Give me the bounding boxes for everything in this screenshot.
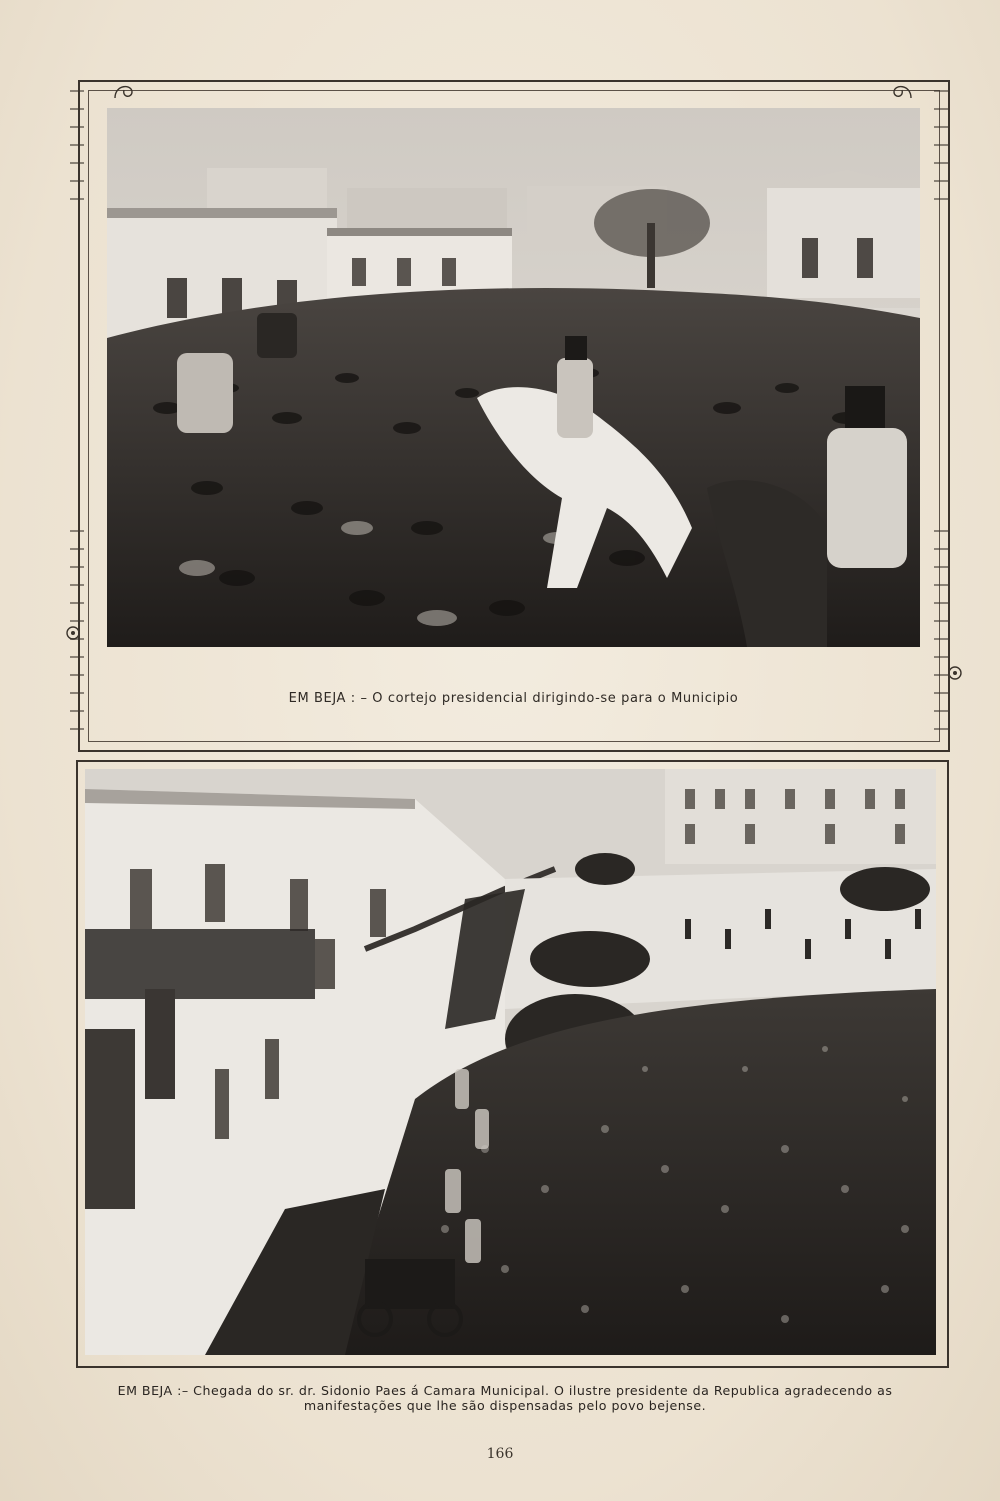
caption-line: EM BEJA :– Chegada do sr. dr. Sidonio Paes á Camara Municipal. O ilustre presidente da Republica agradecendo as: [117, 1383, 893, 1398]
vine-ornament-right-top: [934, 90, 948, 210]
plate-caption: EM BEJA : – O cortejo presidencial dirigindo-se para o Municipio: [288, 691, 739, 706]
plate-caption-bottom: [60, 1383, 950, 1413]
flower-ornament-icon: [942, 660, 968, 686]
photo-arrival-town-hall: [85, 769, 936, 1355]
vine-ornament-left-top: [70, 90, 84, 210]
flower-ornament-icon: [60, 620, 86, 646]
scroll-ornament-icon: [112, 78, 138, 104]
vine-ornament-right-bottom: [934, 530, 948, 740]
caption-line: manifestações que lhe são dispensadas pelo povo bejense.: [303, 1398, 707, 1413]
scroll-ornament-icon: [888, 78, 914, 104]
page-number: 166: [486, 1446, 514, 1462]
photo-presidential-procession: [107, 108, 920, 647]
